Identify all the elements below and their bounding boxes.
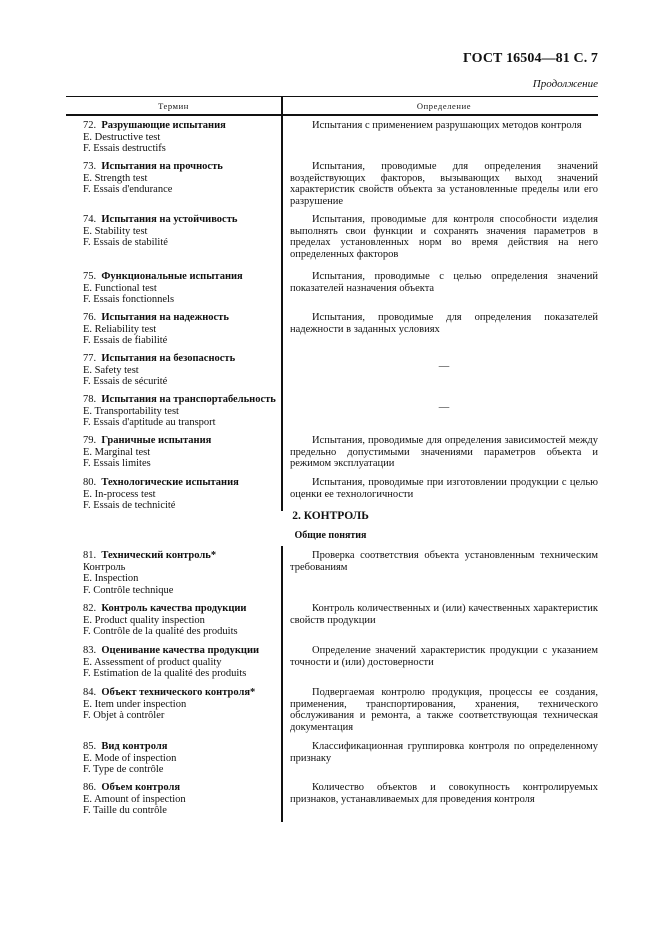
term-cell xyxy=(66,778,281,822)
definition-cell xyxy=(281,308,598,349)
table-row xyxy=(66,473,598,511)
term-name: Функциональные испытания xyxy=(101,271,243,282)
definition-cell xyxy=(281,778,598,822)
definition-cell xyxy=(281,157,598,210)
term-french: F. Contrôle technique xyxy=(83,584,174,596)
definition-cell xyxy=(281,267,598,308)
term-name: Испытания на надежность xyxy=(101,312,229,323)
term-french: F. Estimation de la qualité des produits xyxy=(83,668,247,679)
table-row xyxy=(66,308,598,349)
term-english: E. Assessment of product quality xyxy=(83,656,222,668)
table-row xyxy=(66,599,598,641)
definition-text: Испытания, проводимые при изготовлении продукции с целью оценки ее технологичности xyxy=(290,477,598,500)
terms-table-part2 xyxy=(66,546,598,822)
table-row xyxy=(66,116,598,157)
table-row xyxy=(66,349,598,390)
term-cell xyxy=(66,308,281,349)
definition-text: — xyxy=(438,361,450,372)
term-number: 86. xyxy=(83,782,97,793)
definition-text: Испытания, проводимые для определения показателей надежности в заданных условиях xyxy=(290,312,598,335)
term-cell xyxy=(66,473,281,511)
term-name: Разрушающие испытания xyxy=(101,120,226,131)
table-row xyxy=(66,157,598,210)
term-name: Объем контроля xyxy=(101,782,181,793)
term-name: Объект технического контроля* xyxy=(101,687,256,698)
table-row xyxy=(66,267,598,308)
section-subtitle: Общие понятия xyxy=(294,530,367,541)
term-french: F. Type de contrôle xyxy=(83,764,164,775)
table-header xyxy=(66,96,598,116)
term-number: 76. xyxy=(83,312,97,323)
term-french: F. Essais de stabilité xyxy=(83,237,168,248)
table-row xyxy=(66,431,598,473)
term-title xyxy=(83,435,281,447)
term-english: E. Stability test xyxy=(83,225,148,237)
term-number: 82. xyxy=(83,603,97,614)
term-cell xyxy=(66,599,281,641)
definition-text: Проверка соответствия объекта установленным техническим требованиям xyxy=(290,550,598,573)
term-english: E. Safety test xyxy=(83,364,139,376)
definition-cell xyxy=(281,349,598,390)
table-row xyxy=(66,683,598,737)
term-english: E. Item under inspection xyxy=(83,698,187,710)
definition-text: Контроль количественных и (или) качественных характеристик свойств продукции xyxy=(290,603,598,626)
term-number: 74. xyxy=(83,214,97,225)
term-title xyxy=(83,214,281,226)
term-cell xyxy=(66,116,281,157)
term-cell xyxy=(66,210,281,267)
definition-text: Испытания, проводимые для определения зависимостей между предельно допустимыми значениями параметров объекта и режимом эксплуатации xyxy=(290,435,598,469)
term-cell xyxy=(66,641,281,683)
term-title xyxy=(83,271,281,283)
term-cell xyxy=(66,737,281,778)
definition-text: Испытания с применением разрушающих методов контроля xyxy=(312,120,582,131)
term-french: F. Taille du contrôle xyxy=(83,805,167,816)
definition-text: Подвергаемая контролю продукция, процессы ее создания, применения, транспортирования, хранения, технического обслуживания и ремонта, а также соответствующая техническая документация xyxy=(290,687,598,733)
term-title xyxy=(83,741,281,753)
term-cell xyxy=(66,349,281,390)
definition-cell xyxy=(281,546,598,599)
term-name: Технологические испытания xyxy=(101,477,239,488)
term-english: E. Marginal test xyxy=(83,446,151,458)
term-french: F. Essais de sécurité xyxy=(83,376,168,387)
term-english: E. Product quality inspection xyxy=(83,614,205,626)
term-french: F. Contrôle de la qualité des produits xyxy=(83,626,238,637)
term-number: 85. xyxy=(83,741,97,752)
term-english: E. Functional test xyxy=(83,282,157,294)
term-english: E. Transportability test xyxy=(83,405,179,417)
term-english: E. In-process test xyxy=(83,488,156,500)
definition-cell xyxy=(281,116,598,157)
term-french: F. Essais fonctionnels xyxy=(83,294,175,305)
term-title xyxy=(83,312,281,324)
header-definition: Определение xyxy=(281,97,598,114)
term-name: Граничные испытания xyxy=(101,435,212,446)
term-english: E. Inspection xyxy=(83,573,139,584)
term-alias: Контроль xyxy=(83,561,126,573)
definition-cell xyxy=(281,737,598,778)
table-row xyxy=(66,641,598,683)
term-english: E. Mode of inspection xyxy=(83,752,177,764)
header-term: Термин xyxy=(158,100,189,111)
section-title: 2. КОНТРОЛЬ xyxy=(292,510,369,522)
table-body xyxy=(66,546,598,822)
table-row xyxy=(66,778,598,822)
term-title xyxy=(83,394,281,406)
table-row xyxy=(66,546,598,599)
term-french: F. Essais limites xyxy=(83,458,151,469)
definition-cell xyxy=(281,431,598,473)
definition-cell xyxy=(281,390,598,431)
term-number: 80. xyxy=(83,477,97,488)
page-header: ГОСТ 16504—81 С. 7 xyxy=(463,51,598,66)
table-body xyxy=(66,116,598,511)
term-french: F. Essais de fiabilité xyxy=(83,335,168,346)
term-title xyxy=(83,120,281,132)
term-number: 83. xyxy=(83,645,97,656)
term-title xyxy=(83,550,281,562)
term-name: Испытания на устойчивость xyxy=(101,214,238,225)
term-name: Испытания на прочность xyxy=(101,161,223,172)
continuation-label: Продолжение xyxy=(532,78,598,90)
term-name: Вид контроля xyxy=(101,741,168,752)
term-title xyxy=(83,687,281,699)
term-name: Технический контроль* xyxy=(101,550,217,561)
term-title xyxy=(83,645,281,657)
definition-cell xyxy=(281,599,598,641)
term-french: F. Essais d'endurance xyxy=(83,184,173,195)
definition-text: Испытания, проводимые для контроля способности изделия выполнять свои функции и сохранять значения параметров в пределах установленных норм во время действия на него определенных факторов xyxy=(290,214,598,260)
term-english: E. Amount of inspection xyxy=(83,793,186,805)
term-name: Оценивание качества продукции xyxy=(101,645,260,656)
definition-text: Количество объектов и совокупность контролируемых признаков, устанавливаемых для проведения контроля xyxy=(290,782,598,805)
definition-cell xyxy=(281,473,598,511)
term-french: F. Objet à contrôler xyxy=(83,710,165,721)
definition-cell xyxy=(281,641,598,683)
term-cell xyxy=(66,546,281,599)
term-cell xyxy=(66,431,281,473)
term-number: 72. xyxy=(83,120,97,131)
terms-table-part1 xyxy=(66,96,598,511)
term-number: 75. xyxy=(83,271,97,282)
term-number: 73. xyxy=(83,161,97,172)
term-name: Испытания на транспортабельность xyxy=(101,394,276,405)
term-french: F. Essais destructifs xyxy=(83,143,166,154)
term-title xyxy=(83,161,281,173)
term-cell xyxy=(66,157,281,210)
term-title xyxy=(83,782,281,794)
table-row xyxy=(66,210,598,267)
term-cell xyxy=(66,390,281,431)
term-title xyxy=(83,353,281,365)
table-row xyxy=(66,390,598,431)
definition-text: Испытания, проводимые с целью определения значений показателей назначения объекта xyxy=(290,271,598,294)
definition-text: — xyxy=(438,402,450,413)
term-french: F. Essais de technicité xyxy=(83,500,176,511)
definition-cell xyxy=(281,210,598,267)
term-number: 77. xyxy=(83,353,97,364)
term-french: F. Essais d'aptitude au transport xyxy=(83,417,216,428)
definition-cell xyxy=(281,683,598,737)
term-title xyxy=(83,477,281,489)
term-number: 81. xyxy=(83,550,97,561)
term-cell xyxy=(66,267,281,308)
definition-text: Классификационная группировка контроля по определенному признаку xyxy=(290,741,598,764)
term-english: E. Reliability test xyxy=(83,323,157,335)
term-english: E. Destructive test xyxy=(83,131,161,143)
definition-text: Определение значений характеристик продукции с указанием точности и (или) достоверности xyxy=(290,645,598,668)
definition-text: Испытания, проводимые для определения значений воздействующих факторов, вызывающих выход значений характеристик свойств объекта за установленные пределы или его разрушение xyxy=(290,161,598,207)
term-title xyxy=(83,603,281,615)
table-row xyxy=(66,737,598,778)
term-english: E. Strength test xyxy=(83,172,148,184)
term-name: Испытания на безопасность xyxy=(101,353,236,364)
term-number: 78. xyxy=(83,394,97,405)
term-number: 84. xyxy=(83,687,97,698)
term-number: 79. xyxy=(83,435,97,446)
term-name: Контроль качества продукции xyxy=(101,603,247,614)
term-cell xyxy=(66,683,281,737)
